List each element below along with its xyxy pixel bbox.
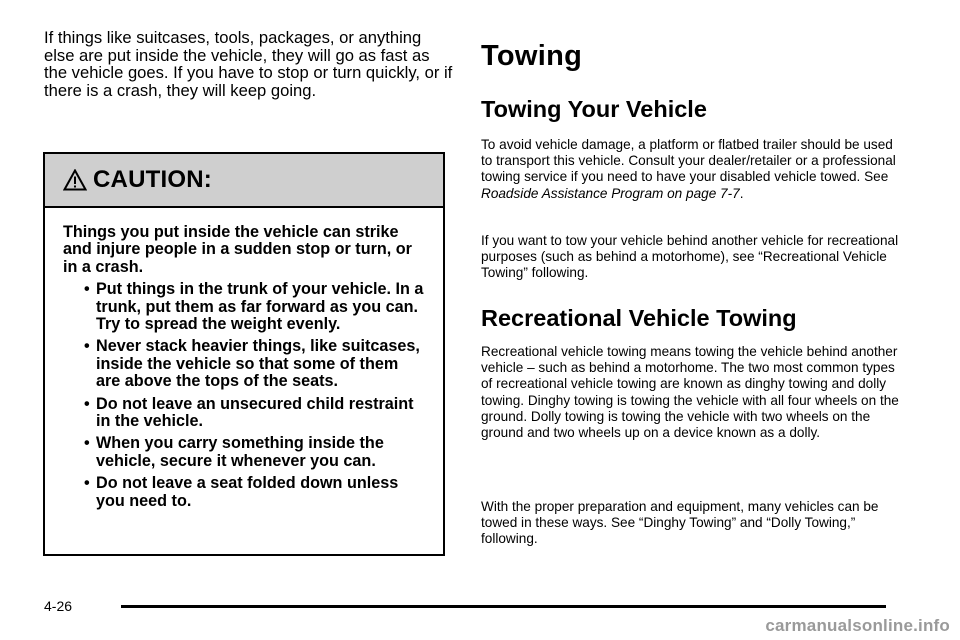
rv-towing-paragraph-1: Recreational vehicle towing means towing the vehicle behind another vehicle – such as behind a motorhome. The two most common types of recreational vehicle towing are known as dinghy towing and dolly towing. Dinghy towing is towing the vehicle with all four wheels on the ground. Dolly towing is towing the vehicle with two wheels on the ground and two wheels up on a device known as a dolly.: [481, 344, 899, 441]
caution-item-text: When you carry something inside the vehicle, secure it whenever you can.: [96, 434, 384, 470]
towing-paragraph-1: [481, 137, 901, 202]
caution-item: [63, 475, 425, 510]
page-number: 4-26: [44, 598, 73, 614]
caution-lead: Things you put inside the vehicle can strike and injure people in a sudden stop or turn, or in a crash.: [63, 223, 412, 276]
caution-box: [43, 152, 445, 556]
rv-towing-paragraph-2: With the proper preparation and equipment, many vehicles can be towed in these ways. See “Dinghy Towing” and “Dolly Towing,” following.: [481, 499, 879, 547]
caution-item: [63, 281, 425, 333]
towing-paragraph-1-text: To avoid vehicle damage, a platform or flatbed trailer should be used to transport this vehicle. Consult your dealer/retailer or a professional towing service if you need to have your disabled vehicle towed. See: [481, 137, 896, 185]
towing-paragraph-2: If you want to tow your vehicle behind another vehicle for recreational purposes (such as behind a motorhome), see “Recreational Vehicle Towing” following.: [481, 233, 899, 281]
heading-recreational-vehicle-towing: Recreational Vehicle Towing: [481, 305, 797, 331]
caution-item: [63, 435, 425, 470]
watermark: carmanualsonline.info: [765, 616, 950, 635]
caution-title: CAUTION:: [93, 166, 212, 193]
caution-list: [63, 281, 425, 510]
section-title: Towing: [481, 40, 583, 72]
heading-towing-your-vehicle: Towing Your Vehicle: [481, 96, 707, 122]
intro-paragraph: If things like suitcases, tools, packages, or anything else are put inside the vehicle, they will go as fast as the vehicle goes. If you have to stop or turn quickly, or if there is a crash, they will keep going.: [44, 28, 453, 100]
towing-paragraph-1-end: .: [739, 185, 744, 201]
bullet: •: [84, 337, 90, 356]
caution-item-text: Put things in the trunk of your vehicle. In a trunk, put them as far forward as you can. Try to spread the weight evenly.: [96, 280, 424, 334]
caution-item-text: Do not leave an unsecured child restraint in the vehicle.: [96, 394, 414, 431]
bullet: •: [84, 474, 90, 493]
caution-body: [45, 208, 443, 510]
caution-item-text: Never stack heavier things, like suitcases, inside the vehicle so that some of them are above the tops of the seats.: [96, 337, 420, 391]
roadside-assistance-reference: Roadside Assistance Program on page 7-7: [481, 185, 740, 201]
footer-rule: [121, 605, 886, 608]
caution-header: [45, 154, 443, 208]
caution-item: [63, 338, 425, 390]
warning-triangle-icon: [63, 169, 87, 191]
caution-item: [63, 396, 425, 431]
bullet: •: [84, 280, 90, 299]
bullet: •: [84, 434, 90, 453]
caution-item-text: Do not leave a seat folded down unless you need to.: [96, 474, 399, 510]
bullet: •: [84, 394, 90, 413]
